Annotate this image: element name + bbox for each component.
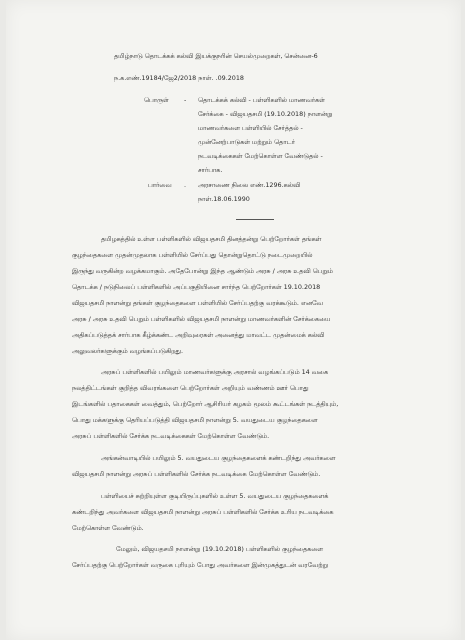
body-line: மேலும், விஜயதசமி நாளன்று (19.10.2018) பள்ளிகளில் குழந்தைகளை	[116, 545, 324, 553]
body-line: நலத்திட்டங்கள் குறித்த விவரங்களை பெற்றோர்கள் அறியும் வண்ணம் ஊர் பொது	[72, 384, 309, 392]
reference-line: அரசாணை நிலை எண்.1296.கல்வி	[198, 181, 301, 189]
subject-separator: -	[184, 96, 187, 104]
body-line: இடங்களில் பதாகைகள் வைத்தும், பெற்றோர் ஆசிரியர் கழகம் மூலம் கூட்டங்கள் நடத்தியும்,	[72, 400, 339, 408]
reference-line: நாள்.18.06.1990	[198, 195, 250, 203]
body-line: அங்கன்வாடியில் பயிலும் 5. வயதுடைய குழந்தைகளைக் கண்டறிந்து அவர்களை	[101, 454, 336, 462]
body-line: மேற்கொள்ள வேண்டும்.	[72, 524, 144, 532]
body-line: அரசு / அரசு உதவி பெறும் பள்ளிகளில் விஜயதசமி நாளன்று மாணவர்களின் சேர்க்கையை	[72, 315, 331, 323]
subject-line: சார்பாக.	[198, 166, 223, 174]
subject-line: நடவடிக்கைகள் மேற்கொள்ள வேண்டுதல் -	[198, 152, 323, 160]
body-line: அரசுப் பள்ளிகளில் சேர்க்க நடவடிக்கைகள் மேற்கொள்ள வேண்டும்.	[72, 432, 270, 440]
office-heading: தமிழ்நாடு தொடக்கக் கல்வி இயக்குநரின் செயல்முறைகள், சென்னை-6	[114, 52, 318, 60]
body-line: தொடக்க / நடுநிலைப் பள்ளிகளில் அப்பகுதியினை சார்ந்த பெற்றோர்கள் 19.10.2018	[72, 283, 321, 291]
body-line: தமிழகத்தில் உள்ள பள்ளிகளில் விஜயதசமி தினத்தன்று பெற்றோர்கள் தங்கள்	[101, 235, 322, 243]
body-line: அலுவலர்களுக்கும் வழங்கப்படுகிறது.	[72, 347, 183, 355]
reference-separator: .	[184, 181, 187, 189]
subject-line: தொடக்கக் கல்வி - பள்ளிகளில் மாணவர்கள்	[198, 96, 325, 104]
body-line: அரசுப் பள்ளிகளில் பயிலும் மாணவர்களுக்கு அரசால் வழங்கப்படும் 14 வகை	[101, 368, 329, 376]
body-line: விஜயதசமி நாளன்று அரசுப் பள்ளிகளில் சேர்க்க நடவடிக்கை மேற்கொள்ள வேண்டும்.	[72, 470, 321, 478]
subject-label: பொருள்	[144, 96, 169, 104]
body-line: கண்டறிந்து அவர்களை விஜயதசமி நாளன்று அரசுப் பள்ளிகளில் சேர்க்க உரிய நடவடிக்கை	[72, 508, 334, 516]
letter-page	[6, 0, 461, 640]
body-line: பொது மக்களுக்கு தெரியப்படுத்தி விஜயதசமி நாளன்று 5. வயதுடைய குழந்தைகளை	[72, 416, 318, 424]
subject-line: மாணவர்களை பள்ளியில் சேர்த்தல் -	[198, 124, 303, 132]
body-line: அதிகப்படுத்தக் சார்பாக கீழ்க்கண்ட அறிவுரைகள் அனைத்து மாவட்ட முதன்மைக் கல்வி	[72, 331, 325, 339]
reference-number: ந.க.எண்.19184/ஜே2/2018 நாள். .09.2018	[114, 74, 244, 82]
subject-line: சேர்க்கை - விஜயதசமி (19.10.2018) நாளன்று	[198, 110, 333, 118]
section-divider	[236, 219, 274, 220]
body-line: பள்ளியைச் சுற்றியுள்ள குடியிருப்புகளில் உள்ள 5. வயதுடைய குழந்தைகளைக்	[101, 492, 329, 500]
subject-line: முன்னேற்பாடுகள் மற்றும் தொடர்	[198, 138, 295, 146]
body-line: விஜயதசமி நாளன்று தங்கள் குழந்தைகளை பள்ளியில் சேர்ப்பதற்கு வரக்கூடும். எனவே	[72, 299, 323, 307]
body-line: சேர்ப்பதற்கு பெற்றோர்கள் வருகை புரியும் போது அவர்களை இன்முகத்துடன் வரவேற்று	[72, 561, 328, 569]
reference-label: பார்வை	[148, 181, 172, 189]
body-line: இருந்து வருகின்ற வழக்கமாகும். அதேபோன்று இந்த ஆண்டும் அரசு / அரசு உதவி பெறும்	[72, 267, 333, 275]
body-line: குழந்தைகளை முதன்முதலாக பள்ளியில் சேர்ப்பது தொன்றுதொட்டு நடைமுறையில்	[72, 251, 313, 259]
